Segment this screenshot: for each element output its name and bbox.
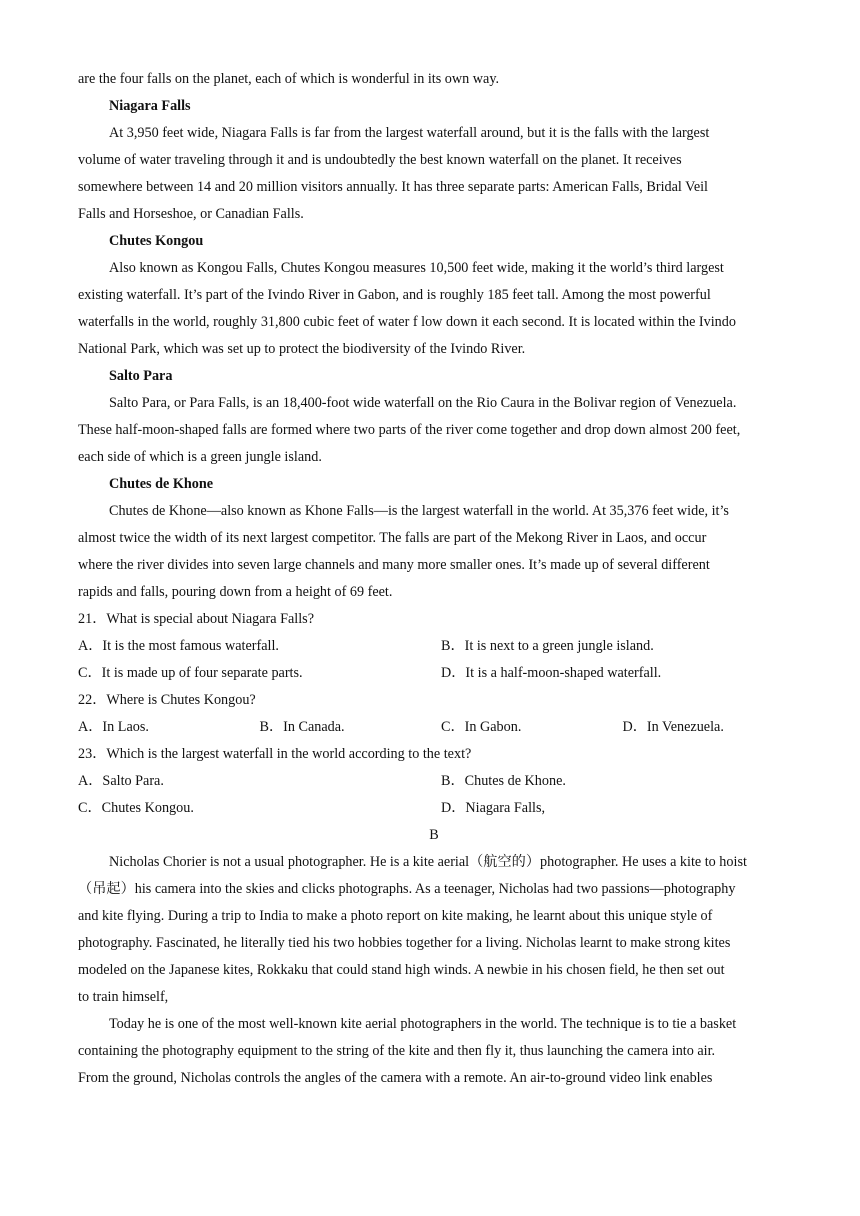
paragraph-line: At 3,950 feet wide, Niagara Falls is far from the largest waterfall around, but it is the falls with the largest: [109, 125, 710, 141]
paragraph-line: somewhere between 14 and 20 million visitors annually. It has three separate parts: American Falls, Bridal Veil: [78, 179, 708, 195]
paragraph-line: waterfalls in the world, roughly 31,800 cubic feet of water f low down it each second. It is located within the Ivindo: [78, 314, 736, 330]
paragraph-line: existing waterfall. It’s part of the Ivindo River in Gabon, and is roughly 185 feet tall. Among the most powerful: [78, 287, 711, 303]
paragraph-line: Today he is one of the most well-known kite aerial photographers in the world. The technique is to tie a basket: [109, 1016, 737, 1032]
option-b: B．Chutes de Khone.: [441, 773, 566, 789]
paragraph-line: These half-moon-shaped falls are formed where two parts of the river come together and drop down almost 200 feet,: [78, 422, 741, 438]
section-heading-niagara: Niagara Falls: [109, 98, 191, 114]
option-a: A．In Laos.: [78, 719, 149, 735]
question-stem-21: 21．What is special about Niagara Falls?: [78, 611, 314, 627]
paragraph-line: Falls and Horseshoe, or Canadian Falls.: [78, 206, 304, 222]
paragraph-line: rapids and falls, pouring down from a height of 69 feet.: [78, 584, 393, 600]
option-a: A．Salto Para.: [78, 773, 164, 789]
section-heading-khone: Chutes de Khone: [109, 476, 214, 492]
option-c: C．Chutes Kongou.: [78, 800, 194, 816]
paragraph-line: National Park, which was set up to protect the biodiversity of the Ivindo River.: [78, 341, 526, 357]
paragraph-line: Salto Para, or Para Falls, is an 18,400-foot wide waterfall on the Rio Caura in the Bolivar region of Venezuela.: [109, 395, 737, 411]
option-c: C．In Gabon.: [441, 719, 522, 735]
paragraph-line: almost twice the width of its next largest competitor. The falls are part of the Mekong River in Laos, and occur: [78, 530, 707, 546]
passage-a-intro-tail: are the four falls on the planet, each of which is wonderful in its own way.: [78, 71, 500, 87]
paragraph-line: each side of which is a green jungle island.: [78, 449, 322, 465]
option-b: B．In Canada.: [259, 719, 345, 735]
document-page: [78, 66, 790, 1092]
paragraph-line: and kite flying. During a trip to India to make a photo report on kite making, he learnt about this unique style of: [78, 908, 713, 924]
paragraph-line: （吊起）his camera into the skies and clicks photographs. As a teenager, Nicholas had two passions—photography: [78, 881, 736, 897]
paragraph-line: Chutes de Khone—also known as Khone Falls—is the largest waterfall in the world. At 35,376 feet wide, it’s: [109, 503, 729, 519]
question-options-row: [78, 795, 790, 822]
paragraph-line: where the river divides into seven large channels and many more smaller ones. It’s made up of several different: [78, 557, 710, 573]
question-stem-23: 23．Which is the largest waterfall in the world according to the text?: [78, 746, 472, 762]
question-options-row: [78, 660, 790, 687]
paragraph-line: photography. Fascinated, he literally tied his two hobbies together for a living. Nicholas learnt to make strong kites: [78, 935, 731, 951]
section-heading-kongou: Chutes Kongou: [109, 233, 204, 249]
question-options-row: [78, 768, 790, 795]
option-c: C．It is made up of four separate parts.: [78, 665, 303, 681]
option-d: D．It is a half-moon-shaped waterfall.: [441, 665, 662, 681]
paragraph-line: Also known as Kongou Falls, Chutes Kongou measures 10,500 feet wide, making it the world’s third largest: [109, 260, 724, 276]
paragraph-line: volume of water traveling through it and is undoubtedly the best known waterfall on the planet. It receives: [78, 152, 682, 168]
option-b: B．It is next to a green jungle island.: [441, 638, 654, 654]
paragraph-line: containing the photography equipment to the string of the kite and then fly it, thus launching the camera into air.: [78, 1043, 716, 1059]
question-options-row: [78, 633, 790, 660]
passage-b-label: B: [429, 827, 439, 843]
paragraph-line: From the ground, Nicholas controls the angles of the camera with a remote. An air-to-ground video link enables: [78, 1070, 713, 1086]
paragraph-line: Nicholas Chorier is not a usual photographer. He is a kite aerial（航空的）photographer. He uses a kite to hoist: [109, 854, 747, 870]
paragraph-line: modeled on the Japanese kites, Rokkaku that could stand high winds. A newbie in his chosen field, he then set out: [78, 962, 725, 978]
question-options-row: [78, 714, 790, 741]
option-a: A．It is the most famous waterfall.: [78, 638, 279, 654]
section-heading-salto-para: Salto Para: [109, 368, 173, 384]
option-d: D．Niagara Falls,: [441, 800, 546, 816]
option-d: D．In Venezuela.: [622, 719, 724, 735]
paragraph-line: to train himself,: [78, 989, 169, 1005]
question-stem-22: 22．Where is Chutes Kongou?: [78, 692, 256, 708]
